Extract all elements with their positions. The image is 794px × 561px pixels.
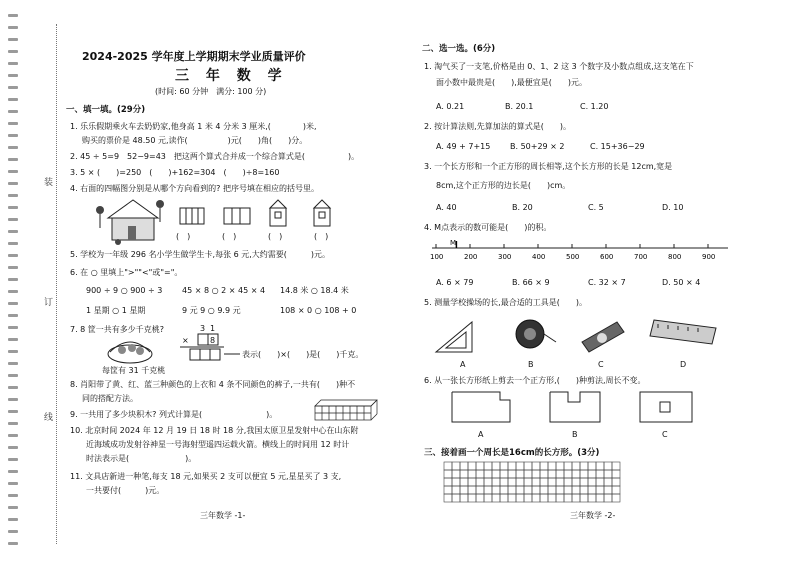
section-3-heading: 三、接着画一个周长是16cm的长方形。(3分) bbox=[424, 448, 600, 458]
mult-digit: 3 bbox=[200, 324, 206, 333]
binding-dot bbox=[8, 470, 18, 473]
exam-title: 2024-2025 学年度上学期期末学业质量评价 bbox=[82, 50, 306, 63]
grid-cell[interactable] bbox=[468, 478, 476, 486]
exam-subject: 三 年 数 学 bbox=[175, 68, 288, 84]
binding-dot bbox=[8, 314, 18, 317]
axis-tick-label: 100 bbox=[430, 253, 444, 261]
grid-cell[interactable] bbox=[492, 478, 500, 486]
binding-line bbox=[56, 24, 57, 544]
grid-cell[interactable] bbox=[468, 486, 476, 494]
question-3: 3. 5 × ( )=250 ( )+162=304 ( )÷8=160 bbox=[70, 168, 280, 177]
binding-dot bbox=[8, 14, 18, 17]
question-2-end: )。 bbox=[348, 152, 360, 161]
grid-cell[interactable] bbox=[556, 486, 564, 494]
grid-cell[interactable] bbox=[444, 462, 452, 470]
paper-cut-figure bbox=[450, 390, 740, 426]
axis-tick-label: 300 bbox=[498, 253, 512, 261]
view-2-image bbox=[224, 208, 250, 224]
grid-cell[interactable] bbox=[524, 462, 532, 470]
binding-dot bbox=[8, 38, 18, 41]
question-11-line-2: 一共要付( )元。 bbox=[86, 486, 165, 495]
question-2: 2. 45 ÷ 5=9 52−9=43 把这两个算式合并成一个综合算式是( bbox=[70, 152, 306, 161]
option: B. 20 bbox=[512, 203, 533, 212]
option: C. 5 bbox=[588, 203, 604, 212]
binding-dot bbox=[8, 482, 18, 485]
r-question-3-line-2: 8cm,这个正方形的边长是( )cm。 bbox=[436, 181, 571, 190]
mult-digit: 1 bbox=[210, 324, 216, 333]
grid-cell[interactable] bbox=[612, 462, 620, 470]
grid-cell[interactable] bbox=[572, 470, 580, 478]
drawing-grid[interactable] bbox=[444, 462, 620, 502]
grid-cell[interactable] bbox=[580, 486, 588, 494]
binding-dot bbox=[8, 302, 18, 305]
binding-dot bbox=[8, 410, 18, 413]
view-3-image bbox=[270, 200, 286, 226]
grid-cell[interactable] bbox=[508, 486, 516, 494]
question-10-line-1: 10. 北京时间 2024 年 12 月 19 日 18 时 18 分,我国太原卫星发射中心在山东附 bbox=[70, 426, 359, 435]
grid-cell[interactable] bbox=[444, 486, 452, 494]
grid-cell[interactable] bbox=[492, 470, 500, 478]
number-line bbox=[432, 236, 732, 268]
ruler-image bbox=[650, 320, 716, 344]
question-10-line-2: 近海域成功发射谷神星一号海射型遥四运载火箭。横线上的时间用 12 时计 bbox=[86, 440, 350, 449]
grid-cell[interactable] bbox=[460, 462, 468, 470]
binding-dot bbox=[8, 194, 18, 197]
binding-dot bbox=[8, 158, 18, 161]
question-7: 7. 8 筐一共有多少千克桃? bbox=[70, 325, 165, 334]
axis-tick-label: 500 bbox=[566, 253, 580, 261]
grid-cell[interactable] bbox=[612, 494, 620, 502]
grid-cell[interactable] bbox=[484, 486, 492, 494]
cut-option-a-image bbox=[452, 392, 510, 422]
binding-dot bbox=[8, 326, 18, 329]
grid-cell[interactable] bbox=[452, 470, 460, 478]
r-question-2: 2. 按计算法则,先算加法的算式是( )。 bbox=[424, 122, 571, 131]
binding-dot bbox=[8, 374, 18, 377]
question-1-line-2: 购买的票价是 48.50 元,读作( )元( )角( )分。 bbox=[82, 136, 308, 145]
grid-cell[interactable] bbox=[572, 478, 580, 486]
binding-dot bbox=[8, 206, 18, 209]
option-label: B bbox=[572, 430, 578, 439]
grid-cell[interactable] bbox=[476, 462, 484, 470]
binding-dot bbox=[8, 278, 18, 281]
binding-dot bbox=[8, 542, 18, 545]
measuring-tools-figure bbox=[432, 312, 732, 358]
grid-cell[interactable] bbox=[556, 470, 564, 478]
option-label: B bbox=[528, 360, 534, 369]
grid-cell[interactable] bbox=[604, 462, 612, 470]
axis-tick-label: 400 bbox=[532, 253, 546, 261]
grid-cell[interactable] bbox=[572, 462, 580, 470]
r-question-3-line-1: 3. 一个长方形和一个正方形的周长相等,这个长方形的长是 12cm,宽是 bbox=[424, 162, 673, 171]
grid-cell[interactable] bbox=[524, 486, 532, 494]
question-5: 5. 学校为一年级 296 名小学生做学生卡,每张 6 元,大约需要( )元。 bbox=[70, 250, 331, 259]
option: A. 40 bbox=[436, 203, 457, 212]
grid-cell[interactable] bbox=[540, 470, 548, 478]
option: C. 1.20 bbox=[580, 102, 609, 111]
option: C. 15+36−29 bbox=[590, 142, 645, 151]
option-label: A bbox=[478, 430, 484, 439]
view-1-blank[interactable]: ( ) bbox=[176, 232, 191, 241]
r-question-1-line-1: 1. 淘气买了一支笔,价格是由 0、1、2 这 3 个数字及小数点组成,这支笔在下 bbox=[424, 62, 694, 71]
r-question-1-line-2: 面小数中最贵是( ),最便宜是( )元。 bbox=[436, 78, 588, 87]
binding-strip bbox=[0, 0, 58, 561]
grid-cell[interactable] bbox=[580, 470, 588, 478]
grid-cell[interactable] bbox=[468, 494, 476, 502]
option: B. 66 × 9 bbox=[512, 278, 550, 287]
option: A. 6 × 79 bbox=[436, 278, 474, 287]
compare-item: 900 ÷ 9 ○ 900 ÷ 3 bbox=[86, 286, 163, 295]
grid-cell[interactable] bbox=[476, 470, 484, 478]
grid-cell[interactable] bbox=[596, 470, 604, 478]
grid-cell[interactable] bbox=[604, 494, 612, 502]
grid-cell[interactable] bbox=[484, 470, 492, 478]
grid-cell[interactable] bbox=[548, 494, 556, 502]
grid-cell[interactable] bbox=[564, 494, 572, 502]
compare-item: 1 星期 ○ 1 星期 bbox=[86, 306, 146, 315]
grid-cell[interactable] bbox=[492, 462, 500, 470]
grid-cell[interactable] bbox=[508, 470, 516, 478]
grid-cell[interactable] bbox=[564, 478, 572, 486]
binding-label: 装 bbox=[44, 178, 54, 188]
grid-cell[interactable] bbox=[596, 486, 604, 494]
grid-cell[interactable] bbox=[460, 470, 468, 478]
binding-dot bbox=[8, 26, 18, 29]
axis-tick-label: 900 bbox=[702, 253, 716, 261]
binding-dot bbox=[8, 242, 18, 245]
grid-cell[interactable] bbox=[604, 478, 612, 486]
basket-caption: 每筐有 31 千克桃 bbox=[102, 366, 166, 375]
axis-tick-label: 600 bbox=[600, 253, 614, 261]
r-question-4: 4. M点表示的数可能是( )的积。 bbox=[424, 223, 552, 232]
option: A. 0.21 bbox=[436, 102, 465, 111]
binding-dot bbox=[8, 62, 18, 65]
option: D. 50 × 4 bbox=[662, 278, 701, 287]
view-2-blank[interactable]: ( ) bbox=[222, 232, 237, 241]
grid-cell[interactable] bbox=[508, 494, 516, 502]
option: C. 32 × 7 bbox=[588, 278, 626, 287]
page-footer-1: 三年数学 -1- bbox=[200, 511, 246, 520]
binding-dot bbox=[8, 494, 18, 497]
grid-cell[interactable] bbox=[516, 494, 524, 502]
grid-cell[interactable] bbox=[500, 462, 508, 470]
question-11-line-1: 11. 文具店新进一种笔,每支 18 元,如果买 2 支可以便宜 5 元,星星买了 3 支, bbox=[70, 472, 342, 481]
option-label: C bbox=[662, 430, 668, 439]
binding-dot bbox=[8, 230, 18, 233]
binding-dot bbox=[8, 458, 18, 461]
grid-cell[interactable] bbox=[540, 486, 548, 494]
grid-cell[interactable] bbox=[596, 462, 604, 470]
mult-digit: 8 bbox=[210, 336, 216, 345]
grid-cell[interactable] bbox=[516, 470, 524, 478]
binding-label: 订 bbox=[44, 298, 54, 308]
grid-cell[interactable] bbox=[612, 478, 620, 486]
question-10-line-3: 时法表示是( )。 bbox=[86, 454, 197, 463]
compare-item: 45 × 8 ○ 2 × 45 × 4 bbox=[182, 286, 266, 295]
page-footer-2: 三年数学 -2- bbox=[570, 511, 616, 520]
exam-meta: (时间: 60 分钟 满分: 100 分) bbox=[155, 87, 267, 96]
grid-cell[interactable] bbox=[524, 494, 532, 502]
grid-cell[interactable] bbox=[580, 462, 588, 470]
option-label: D bbox=[680, 360, 687, 369]
binding-dot bbox=[8, 86, 18, 89]
grid-cell[interactable] bbox=[452, 478, 460, 486]
option: A. 49 + 7+15 bbox=[436, 142, 491, 151]
binding-dot bbox=[8, 530, 18, 533]
grid-cell[interactable] bbox=[564, 462, 572, 470]
grid-cell[interactable] bbox=[516, 462, 524, 470]
grid-cell[interactable] bbox=[612, 470, 620, 478]
grid-cell[interactable] bbox=[444, 470, 452, 478]
binding-dot bbox=[8, 146, 18, 149]
grid-cell[interactable] bbox=[460, 494, 468, 502]
grid-cell[interactable] bbox=[588, 478, 596, 486]
binding-dot bbox=[8, 434, 18, 437]
binding-dot bbox=[8, 350, 18, 353]
axis-point-label: M bbox=[450, 239, 457, 247]
grid-cell[interactable] bbox=[604, 486, 612, 494]
grid-cell[interactable] bbox=[588, 486, 596, 494]
binding-dot bbox=[8, 98, 18, 101]
grid-cell[interactable] bbox=[532, 478, 540, 486]
grid-cell[interactable] bbox=[556, 462, 564, 470]
grid-cell[interactable] bbox=[500, 486, 508, 494]
grid-cell[interactable] bbox=[540, 494, 548, 502]
grid-cell[interactable] bbox=[596, 478, 604, 486]
view-4-blank[interactable]: ( ) bbox=[314, 232, 329, 241]
grid-cell[interactable] bbox=[572, 494, 580, 502]
binding-dot bbox=[8, 254, 18, 257]
house-scene-image bbox=[96, 200, 164, 245]
grid-cell[interactable] bbox=[452, 494, 460, 502]
grid-cell[interactable] bbox=[508, 478, 516, 486]
question-4: 4. 右面的四幅图分别是从哪个方向看到的? 把序号填在相应的括号里。 bbox=[70, 184, 319, 193]
grid-cell[interactable] bbox=[476, 478, 484, 486]
grid-cell[interactable] bbox=[500, 478, 508, 486]
binding-dot bbox=[8, 74, 18, 77]
grid-cell[interactable] bbox=[476, 486, 484, 494]
binding-dot bbox=[8, 290, 18, 293]
binding-dot bbox=[8, 218, 18, 221]
binding-dot bbox=[8, 422, 18, 425]
binding-dot bbox=[8, 134, 18, 137]
grid-cell[interactable] bbox=[580, 494, 588, 502]
grid-cell[interactable] bbox=[468, 462, 476, 470]
view-3-blank[interactable]: ( ) bbox=[268, 232, 283, 241]
mult-frame bbox=[180, 334, 240, 364]
tape-measure-image bbox=[516, 320, 556, 348]
compare-item: 9 元 9 ○ 9.9 元 bbox=[182, 306, 241, 315]
grid-cell[interactable] bbox=[532, 494, 540, 502]
question-8-line-1: 8. 肖阳带了黄、红、蓝三种颜色的上衣和 4 条不同颜色的裤子,一共有( )种不 bbox=[70, 380, 356, 389]
grid-cell[interactable] bbox=[476, 494, 484, 502]
binding-dot bbox=[8, 446, 18, 449]
grid-cell[interactable] bbox=[548, 478, 556, 486]
grid-cell[interactable] bbox=[524, 478, 532, 486]
grid-cell[interactable] bbox=[508, 462, 516, 470]
binding-dot bbox=[8, 398, 18, 401]
grid-cell[interactable] bbox=[444, 478, 452, 486]
question-1-line-1: 1. 乐乐假期乘火车去奶奶家,他身高 1 米 4 分米 3 厘米,( )米, bbox=[70, 122, 317, 131]
grid-cell[interactable] bbox=[500, 470, 508, 478]
grid-cell[interactable] bbox=[452, 462, 460, 470]
binding-dot bbox=[8, 506, 18, 509]
grid-cell[interactable] bbox=[572, 486, 580, 494]
view-1-image bbox=[180, 208, 204, 224]
grid-cell[interactable] bbox=[492, 486, 500, 494]
option: B. 50+29 × 2 bbox=[510, 142, 565, 151]
grid-cell[interactable] bbox=[612, 486, 620, 494]
compare-item: 108 × 0 ○ 108 + 0 bbox=[280, 306, 357, 315]
grid-cell[interactable] bbox=[444, 494, 452, 502]
grid-cell[interactable] bbox=[484, 478, 492, 486]
question-8-line-2: 同的搭配方法。 bbox=[82, 394, 138, 403]
binding-dot bbox=[8, 362, 18, 365]
axis-tick-label: 700 bbox=[634, 253, 648, 261]
grid-cell[interactable] bbox=[484, 494, 492, 502]
grid-cell[interactable] bbox=[564, 470, 572, 478]
triangle-ruler-image bbox=[436, 322, 472, 352]
grid-cell[interactable] bbox=[524, 470, 532, 478]
grid-cell[interactable] bbox=[516, 478, 524, 486]
grid-cell[interactable] bbox=[516, 486, 524, 494]
option: B. 20.1 bbox=[505, 102, 534, 111]
grid-cell[interactable] bbox=[500, 494, 508, 502]
binding-dot bbox=[8, 182, 18, 185]
grid-cell[interactable] bbox=[564, 486, 572, 494]
section-1-heading: 一、填一填。(29分) bbox=[66, 105, 146, 115]
binding-dot bbox=[8, 518, 18, 521]
grid-cell[interactable] bbox=[484, 462, 492, 470]
grid-cell[interactable] bbox=[540, 478, 548, 486]
grid-cell[interactable] bbox=[556, 494, 564, 502]
binding-dot bbox=[8, 50, 18, 53]
grid-cell[interactable] bbox=[540, 462, 548, 470]
blocks-image bbox=[315, 400, 377, 422]
cut-option-b-image bbox=[550, 392, 600, 422]
grid-cell[interactable] bbox=[460, 486, 468, 494]
section-2-heading: 二、选一选。(6分) bbox=[422, 44, 496, 54]
grid-cell[interactable] bbox=[588, 470, 596, 478]
question-7-fill: 表示( )×( )是( )千克。 bbox=[242, 350, 364, 359]
peach-basket-image bbox=[100, 336, 160, 366]
axis-tick-label: 800 bbox=[668, 253, 682, 261]
grid-cell[interactable] bbox=[532, 470, 540, 478]
option-label: A bbox=[460, 360, 466, 369]
binding-dot bbox=[8, 338, 18, 341]
grid-cell[interactable] bbox=[532, 462, 540, 470]
grid-cell[interactable] bbox=[468, 470, 476, 478]
grid-cell[interactable] bbox=[548, 470, 556, 478]
binding-dot bbox=[8, 110, 18, 113]
option: D. 10 bbox=[662, 203, 684, 212]
grid-cell[interactable] bbox=[588, 494, 596, 502]
grid-cell[interactable] bbox=[596, 494, 604, 502]
binding-dot bbox=[8, 170, 18, 173]
binding-label: 线 bbox=[44, 413, 54, 423]
grid-cell[interactable] bbox=[604, 470, 612, 478]
grid-cell[interactable] bbox=[532, 486, 540, 494]
binding-dot bbox=[8, 386, 18, 389]
grid-cell[interactable] bbox=[548, 486, 556, 494]
axis-tick-label: 200 bbox=[464, 253, 478, 261]
compare-item: 14.8 米 ○ 18.4 米 bbox=[280, 286, 349, 295]
binding-dot bbox=[8, 266, 18, 269]
cut-option-c-image bbox=[640, 392, 692, 422]
view-4-image bbox=[314, 200, 330, 226]
question-9: 9. 一共用了多少块积木? 列式计算是( )。 bbox=[70, 410, 278, 419]
r-question-6: 6. 从一张长方形纸上剪去一个正方形,( )种剪法,周长不变。 bbox=[424, 376, 646, 385]
grid-cell[interactable] bbox=[580, 478, 588, 486]
binding-dot bbox=[8, 122, 18, 125]
question-6: 6. 在 ○ 里填上">""<"或"="。 bbox=[70, 268, 183, 277]
grid-cell[interactable] bbox=[452, 486, 460, 494]
grid-cell[interactable] bbox=[588, 462, 596, 470]
option-label: C bbox=[598, 360, 604, 369]
grid-cell[interactable] bbox=[556, 478, 564, 486]
grid-cell[interactable] bbox=[548, 462, 556, 470]
short-tape-image bbox=[582, 322, 624, 352]
grid-cell[interactable] bbox=[460, 478, 468, 486]
r-question-5: 5. 测量学校操场的长,最合适的工具是( )。 bbox=[424, 298, 587, 307]
mult-sign: × bbox=[182, 336, 189, 345]
grid-cell[interactable] bbox=[492, 494, 500, 502]
